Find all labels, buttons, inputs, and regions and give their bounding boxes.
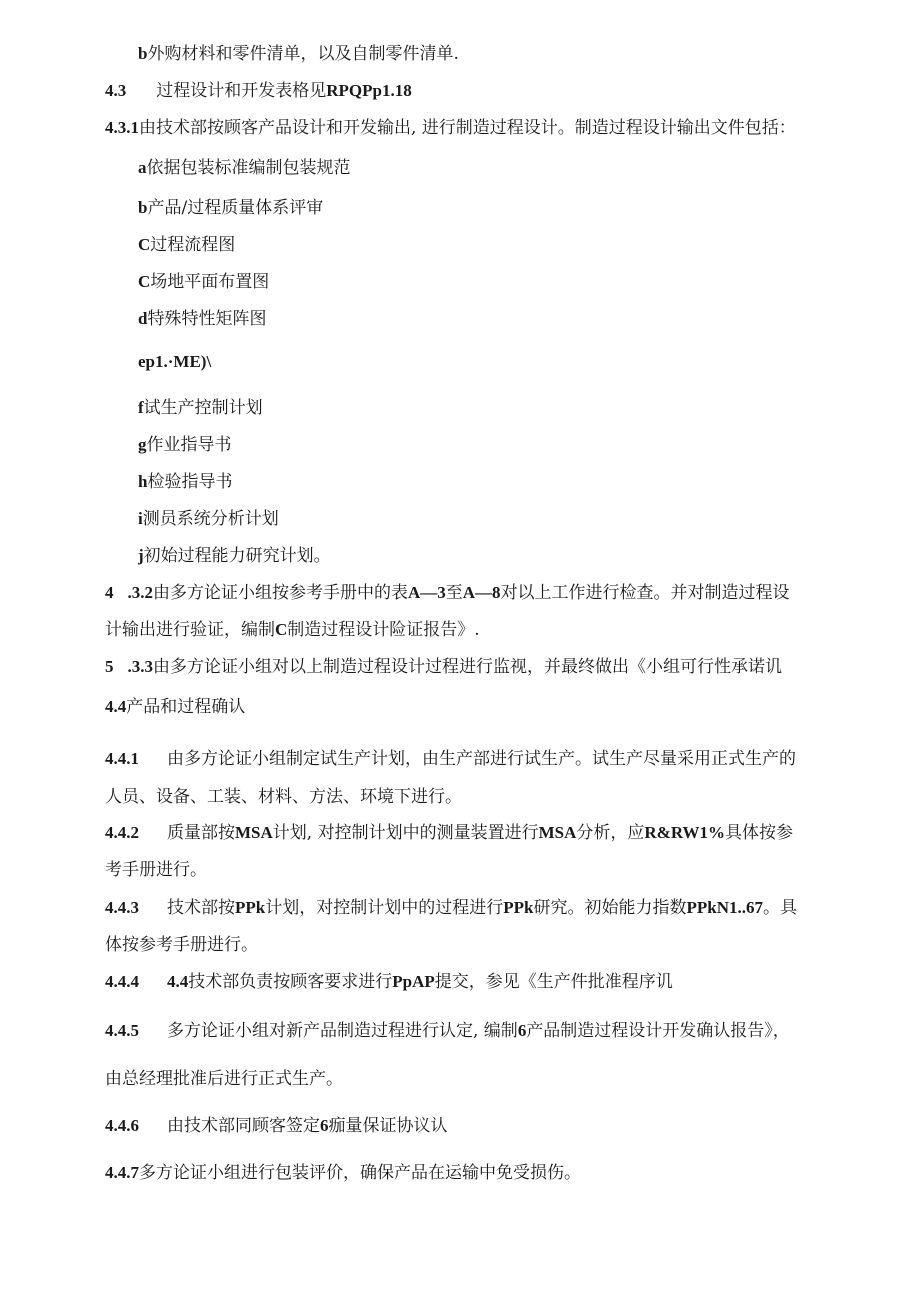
list-item-d: d特殊特性矩阵图 [138,309,267,329]
list-item-g: g作业指导书 [138,435,232,455]
section-4-3-3: 5 .3.3由多方论证小组对以上制造过程设计过程进行监视，并最终做出《小组可行性承诺讥 [105,657,782,677]
section-4-3-1: 4.3.1由技术部按顾客产品设计和开发输出, 进行制造过程设计。制造过程设计输出文件包括： [105,118,796,138]
list-item-c2: C场地平面布置图 [138,272,270,292]
section-4-4-5: 4.4.5 多方论证小组对新产品制造过程进行认定, 编制6产品制造过程设计开发确认报告》， [105,1021,790,1041]
section-4-3-2: 4 .3.2由多方论证小组按参考手册中的表A—3至A—8对以上工作进行检查。并对制造过程设 [105,583,790,603]
section-4-4-2: 4.4.2 质量部按MSA计划, 对控制计划中的测量装置进行MSA分析，应R&RW1%具体按参 [105,823,793,843]
section-4-4-1-cont: 人员、设备、工装、材料、方法、环境下进行。 [105,787,462,807]
list-item-i: i测员系统分析计划 [138,509,279,529]
section-4-4-7: 4.4.7多方论证小组进行包装评价，确保产品在运输中免受损伤。 [105,1163,581,1183]
section-4-4-3: 4.4.3 技术部按PPk计划，对控制计划中的过程进行PPk研究。初始能力指数PPkN1..67。具 [105,898,797,918]
section-4-4: 4.4产品和过程确认 [105,697,246,717]
section-4-3-2-cont: 计输出进行验证，编制C制造过程设计险证报告》. [105,620,480,640]
list-item-j: j初始过程能力研究计划。 [138,546,331,566]
section-4-3: 4.3 过程设计和开发表格见RPQPp1.18 [105,81,412,101]
list-item-a: a依据包装标准编制包装规范 [138,158,351,178]
list-item-h: h检验指导书 [138,472,233,492]
section-4-4-4: 4.4.4 4.4技术部负责按顾客要求进行PpAP提交，参见《生产件批准程序讥 [105,972,673,992]
section-4-4-6: 4.4.6 由技术部同顾客签定6痂量保证协议认 [105,1116,448,1136]
list-item-b: b产品/过程质量体系评审 [138,198,324,218]
section-4-4-5-cont: 由总经理批准后进行正式生产。 [105,1069,343,1089]
list-item-e: ep1.·ME)\ [138,352,212,371]
section-4-4-1: 4.4.1 由多方论证小组制定试生产计划，由生产部进行试生产。试生产尽量采用正式生产的 [105,749,796,769]
section-4-4-3-cont: 体按参考手册进行。 [105,935,258,955]
list-item-f: f试生产控制计划 [138,398,263,418]
list-item-b-purchased: b外购材料和零件清单，以及自制零件清单. [138,44,459,64]
list-item-c1: C过程流程图 [138,235,236,255]
section-4-4-2-cont: 考手册进行。 [105,860,207,880]
